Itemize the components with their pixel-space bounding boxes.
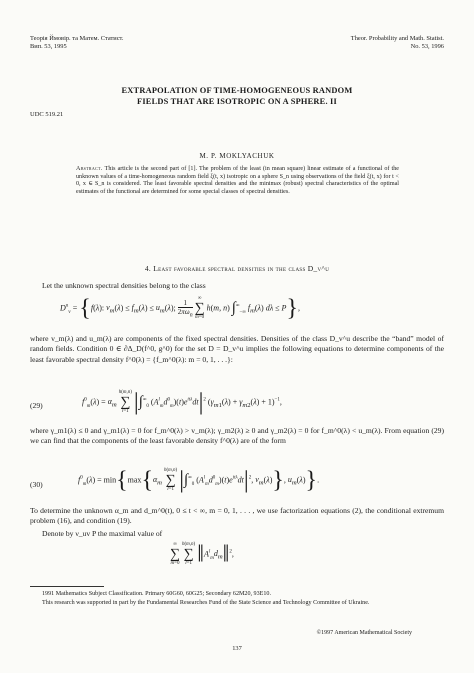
header-volume-eng: No. 53, 1996 <box>410 43 444 50</box>
abstract <box>76 166 399 197</box>
equation-class-definition: $D^u_v = \{f(\lambda)$: $v_m(\lambda) \le f_m(\lambda) \le u_m(\lambda)$; $\frac{1}{2\pi\omega_n}$ ∞ ∑ m=0 h(m, n) $\int^\infty_{-\infty}$ $f_m(\lambda) d\lambda \le P$}, <box>60 295 300 322</box>
paper-title <box>30 86 444 107</box>
equation-29-number: (29) <box>30 401 43 410</box>
copyright-notice: ©1997 American Mathematical Society <box>316 630 412 636</box>
title-line-1: EXTRAPOLATION OF TIME-HOMOGENEOUS RANDOM <box>121 86 353 95</box>
footnote-rule <box>30 586 104 587</box>
page-number: 137 <box>232 645 242 652</box>
paragraph-4: To determine the unknown α_m and d_m^0(t), 0 ≤ t < ∞, m = 0, 1, . . . , we use factorization equations (2), the conditional extremum problem (16), and condition (19). <box>30 506 444 526</box>
equation-maximal-value: ∞ ∑ m=0 h(m,n) ∑ l=1 $‖A^l_md_m‖^2$, <box>170 541 234 568</box>
header-journal-ukr: Теорiя Ймовiр. та Матем. Статист. <box>30 35 124 42</box>
footnote-support: This research was supported in part by the Fundamental Researches Fund of the State Science and Technology Committee of Ukraine. <box>42 600 370 606</box>
equation-30: $f^0_m(\lambda) = \min\{\max\{\alpha_m$ h(m,n) ∑ l=1 $|\int^\infty_0$ $(A^l_md^0_m)(t)e^{it\lambda}dt|^2$, $v_m(\lambda)$}, $u_m(\lambda)$}. <box>78 467 320 494</box>
running-header-right <box>351 35 444 51</box>
title-line-2: FIELDS THAT ARE ISOTROPIC ON A SPHERE. II <box>137 96 337 106</box>
paragraph-1: Let the unknown spectral densities belong to the class <box>42 281 206 290</box>
equation-30-number: (30) <box>30 480 43 489</box>
section-heading <box>30 264 444 273</box>
section-title: Least favorable spectral densities in the class D_v^u <box>153 264 330 273</box>
author-name: M. P. MOKLYACHUK <box>199 152 275 160</box>
footnote-msc: 1991 Mathematics Subject Classification. Primary 60G60, 60G25; Secondary 62M20, 93E10. <box>42 591 271 597</box>
paragraph-5: Denote by ν_uv P the maximal value of <box>42 529 163 538</box>
abstract-text: This article is the second part of [1]. The problem of the least (in mean square) linear estimate of a functional of the unknown values of a time-homogeneous random field ξ(t, x) isotropic on a sphere S_n using observations of the field ξ(t, x) for t < 0, x ∈ S_n is considered. The least favorable spectral densities and the minimax (robust) spectral characteristics of the optimal estimates of the functional are determined for some special classes of spectral densities. <box>76 166 399 196</box>
running-header-left <box>30 35 123 51</box>
udc-code: UDC 519.21 <box>30 111 64 118</box>
equation-29: $f^0_m(\lambda) = \alpha_m$ h(m,n) ∑ l=1 $|\int^\infty_0$ $(A^l_md^0_m)(t)e^{it\lambda}dt|^2$ $(\gamma_{m1}(\lambda) + \gamma_{m2}(\lambda) + 1)^{-1}$, <box>82 389 282 416</box>
header-journal-eng: Theor. Probability and Math. Statist. <box>350 35 444 42</box>
header-volume-ukr: Вип. 53, 1995 <box>30 43 67 50</box>
abstract-label: Abstract. <box>76 166 103 172</box>
section-number: 4. <box>144 264 152 273</box>
paragraph-3: where γ_m1(λ) ≤ 0 and γ_m1(λ) = 0 for f_m^0(λ) > v_m(λ); γ_m2(λ) ≥ 0 and γ_m2(λ) = 0 for f_m^0(λ) < u_m(λ). From equation (29) we can find that the components of the least favorable density f^0(λ) are of the form <box>30 426 444 446</box>
paragraph-2: where v_m(λ) and u_m(λ) are components of the fixed spectral densities. Densities of the class D_v^u describe the “band” model of random fields. Condition 0 ∈ ∂Δ_D(f^0, g^0) for the set D = D_v^u implies the following equations to determine components of the least favorable spectral density f^0(λ) = {f_m^0(λ): m = 0, 1, . . .}: <box>30 334 444 364</box>
